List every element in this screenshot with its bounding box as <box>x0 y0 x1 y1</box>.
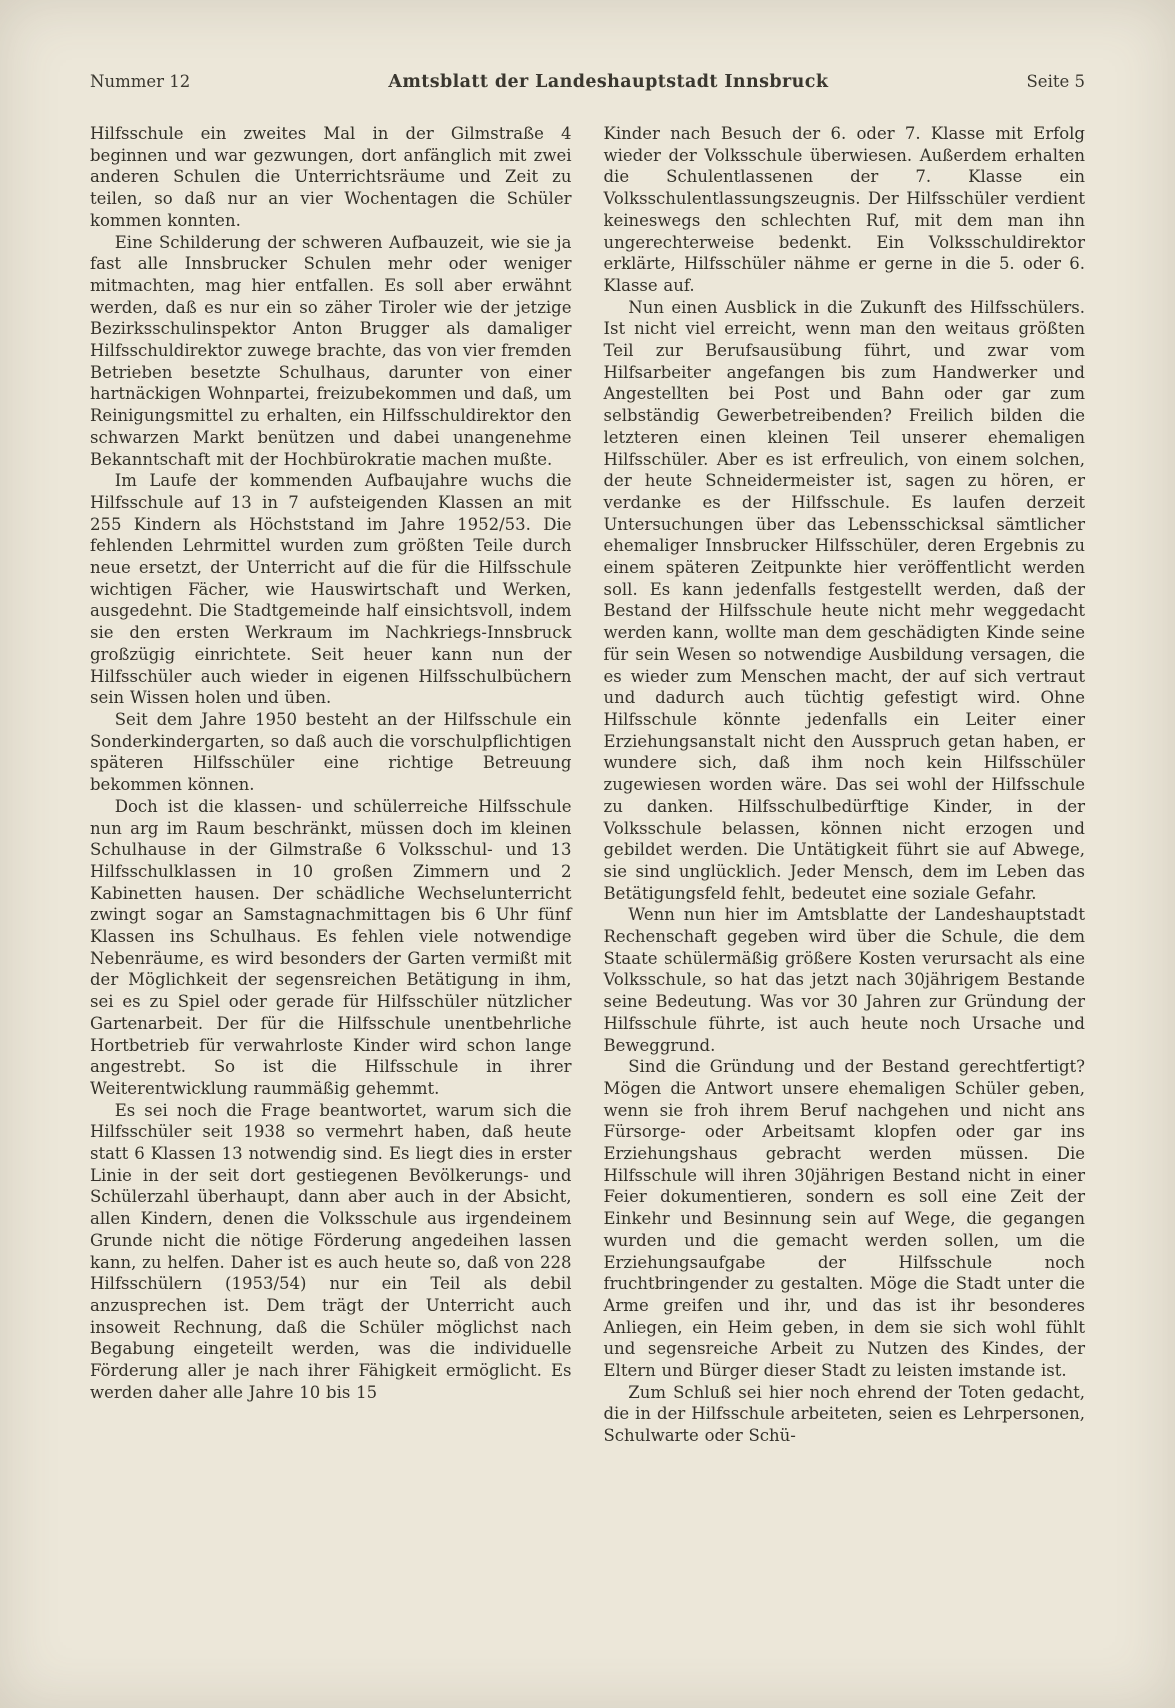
paragraph: Doch ist die klassen- und schülerreiche Hilfsschule nun arg im Raum beschränkt, müssen doch im kleinen Schulhause in der Gilmstraße 6 Volksschul- und 13 Hilfsschulklassen in 10 großen Zimmern und 2 Kabinetten hausen. Der schädliche Wechselunterricht zwingt sogar an Samstagnachmittagen bis 6 Uhr fünf Klassen ins Schulhaus. Es fehlen viele notwendige Nebenräume, es wird besonders der Garten vermißt mit der Möglichkeit der segensreichen Betätigung in ihm, sei es zu Spiel oder gerade für Hilfsschüler nützlicher Gartenarbeit. Der für die Hilfsschule unentbehrliche Hortbetrieb für verwahrloste Kinder wird schon lange angestrebt. So ist die Hilfsschule in ihrer Weiterentwicklung raummäßig gehemmt. <box>90 796 572 1098</box>
paragraph: Kinder nach Besuch der 6. oder 7. Klasse mit Erfolg wieder der Volksschule überwiesen. Außerdem erhalten die Schulentlassenen der 7. Klasse ein Volksschulentlassungszeugnis. Der Hilfsschüler verdient keineswegs den schlechten Ruf, mit dem man ihn ungerechterweise bedenkt. Ein Volksschuldirektor erklärte, Hilfsschüler nähme er gerne in die 5. oder 6. Klasse auf. <box>603 124 1085 295</box>
paragraph: Nun einen Ausblick in die Zukunft des Hilfsschülers. Ist nicht viel erreicht, wenn man den weitaus größten Teil zur Berufsausübung führt, und zwar vom Hilfsarbeiter angefangen bis zum Handwerker und Angestellten bei Post und Bahn oder gar zum selbständig Gewerbetreibenden? Freilich bilden die letzteren einen kleinen Teil unserer ehemaligen Hilfsschüler. Aber es ist erfreulich, von einem solchen, der heute Schneidermeister ist, sagen zu hören, er verdanke es der Hilfsschule. Es laufen derzeit Untersuchungen über das Lebensschicksal sämtlicher ehemaliger Innsbrucker Hilfsschüler, deren Ergebnis zu einem späteren Zeitpunkte hier veröffentlicht werden soll. Es kann jedenfalls festgestellt werden, daß der Bestand der Hilfsschule heute nicht mehr weggedacht werden kann, wollte man dem geschädigten Kinde seine für sein Wesen so notwendige Ausbildung versagen, die es wieder zum Menschen macht, der auf sich vertraut und dadurch auch tüchtig gefestigt wird. Ohne Hilfsschule könnte jedenfalls ein Leiter einer Erziehungsanstalt nicht den Ausspruch getan haben, er wundere sich, daß ihm noch kein Hilfsschüler zugewiesen worden wäre. Das sei wohl der Hilfsschule zu danken. Hilfsschulbedürftige Kinder, in der Volksschule belassen, können nicht erzogen und gebildet werden. Die Untätigkeit führt sie auf Abwege, sie sind unglücklich. Jeder Mensch, dem im Leben das Betätigungsfeld fehlt, bedeutet eine soziale Gefahr. <box>603 297 1085 903</box>
paragraph: Zum Schluß sei hier noch ehrend der Toten gedacht, die in der Hilfsschule arbeiteten, seien es Lehrpersonen, Schulwarte oder Schü- <box>603 1382 1085 1446</box>
paragraph: Sind die Gründung und der Bestand gerechtfertigt? Mögen die Antwort unsere ehemaligen Schüler geben, wenn sie froh ihrem Beruf nachgehen und nicht ans Fürsorge- oder Arbeitsamt klopfen oder gar ins Erziehungshaus gebracht werden müssen. Die Hilfsschule will ihren 30jährigen Bestand nicht in einer Feier dokumentieren, sondern es soll eine Zeit der Einkehr und Besinnung sein auf Wege, die gegangen wurden und die gemacht werden sollen, um die Erziehungsaufgabe der Hilfsschule noch fruchtbringender zu gestalten. Möge die Stadt unter die Arme greifen und ihr, und das ist ihr besonderes Anliegen, ein Heim geben, in dem sie sich wohl fühlt und segensreiche Arbeit zu Nutzen des Kindes, der Eltern und Bürger dieser Stadt zu leisten imstande ist. <box>603 1057 1085 1381</box>
masthead <box>90 72 1085 93</box>
text-columns <box>90 123 1085 1447</box>
right-column <box>604 123 1086 1447</box>
paragraph: Wenn nun hier im Amtsblatte der Landeshauptstadt Rechenschaft gegeben wird über die Schule, die dem Staate schülermäßig größere Kosten verursacht als eine Volksschule, so hat das jetzt nach 30jährigem Bestande seine Bedeutung. Was vor 30 Jahren zur Gründung der Hilfsschule führte, ist auch heute noch Ursache und Beweggrund. <box>603 905 1085 1055</box>
paragraph: Es sei noch die Frage beantwortet, warum sich die Hilfsschüler seit 1938 so vermehrt haben, daß heute statt 6 Klassen 13 notwendig sind. Es liegt dies in erster Linie in der seit dort gestiegenen Bevölkerungs- und Schülerzahl überhaupt, dann aber auch in der Absicht, allen Kindern, denen die Volksschule aus irgendeinem Grunde nicht die nötige Förderung angedeihen lassen kann, zu helfen. Daher ist es auch heute so, daß von 228 Hilfsschülern (1953/54) nur ein Teil als debil anzusprechen ist. Dem trägt der Unterricht auch insoweit Rechnung, daß die Schüler möglichst nach Begabung eingeteilt werden, was die individuelle Förderung aller je nach ihrer Fähigkeit ermöglicht. Es werden daher alle Jahre 10 bis 15 <box>90 1100 572 1402</box>
page-number: Seite 5 <box>1026 72 1085 91</box>
paragraph: Im Laufe der kommenden Aufbaujahre wuchs die Hilfsschule auf 13 in 7 aufsteigenden Klassen an mit 255 Kindern als Höchststand im Jahre 1952/53. Die fehlenden Lehrmittel wurden zum größten Teile durch neue ersetzt, der Unterricht auf die für die Hilfsschule wichtigen Fächer, wie Hauswirtschaft und Werken, ausgedehnt. Die Stadtgemeinde half einsichtsvoll, indem sie den ersten Werkraum im Nachkriegs-Innsbruck großzügig einrichtete. Seit heuer kann nun der Hilfsschüler auch wieder in eigenen Hilfsschulbüchern sein Wissen holen und üben. <box>90 471 572 708</box>
publication-title: Amtsblatt der Landeshauptstadt Innsbruck <box>388 72 829 92</box>
paragraph: Hilfsschule ein zweites Mal in der Gilmstraße 4 beginnen und war gezwungen, dort anfänglich mit zwei anderen Schulen die Unterrichtsräume und Zeit zu teilen, so daß nur an vier Wochentagen die Schüler kommen konnten. <box>90 124 572 230</box>
paragraph: Eine Schilderung der schweren Aufbauzeit, wie sie ja fast alle Innsbrucker Schulen mehr oder weniger mitmachten, mag hier entfallen. Es soll aber erwähnt werden, daß es nur ein so zäher Tiroler wie der jetzige Bezirksschulinspektor Anton Brugger als damaliger Hilfsschuldirektor zuwege brachte, das von vier fremden Betrieben besetzte Schulhaus, darunter von einer hartnäckigen Wohnpartei, freizubekommen und daß, um Reinigungsmittel zu erhalten, ein Hilfsschuldirektor den schwarzen Markt benützen und dabei unangenehme Bekanntschaft mit der Hochbürokratie machen mußte. <box>90 232 572 469</box>
paragraph: Seit dem Jahre 1950 besteht an der Hilfsschule ein Sonderkindergarten, so daß auch die vorschulpflichtigen späteren Hilfsschüler eine richtige Betreuung bekommen können. <box>90 709 572 795</box>
left-column <box>90 123 572 1447</box>
issue-number: Nummer 12 <box>90 72 191 91</box>
